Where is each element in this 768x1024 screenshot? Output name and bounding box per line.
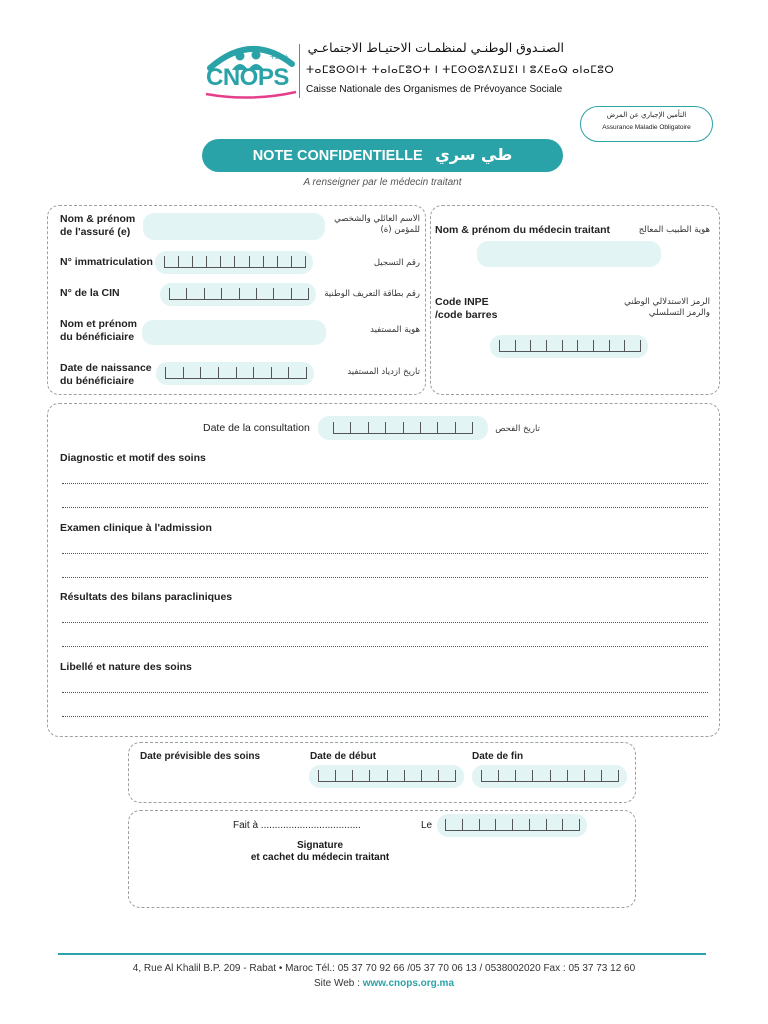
- fait-a-label[interactable]: Fait à ....................................: [233, 820, 361, 831]
- benef-label: Nom et prénom du bénéficiaire: [60, 318, 138, 343]
- consult-date-comb: [333, 422, 473, 434]
- cin-label: N° de la CIN: [60, 287, 120, 299]
- amo-fr-2: Maladie Obligatoire: [634, 124, 691, 131]
- fin-date-label: Date de fin: [472, 751, 524, 762]
- soins-line-1[interactable]: [62, 692, 708, 693]
- le-label: Le: [421, 820, 433, 831]
- le-date-comb: [445, 819, 580, 831]
- subtitle: A renseigner par le médecin traitant: [303, 177, 462, 188]
- fin-date-comb: [481, 770, 619, 782]
- dob-ar: تاريخ ازدياد المستفيد: [347, 367, 420, 377]
- examen-line-1[interactable]: [62, 553, 708, 554]
- cin-ar: رقم بطاقة التعريف الوطنية: [324, 289, 420, 299]
- doctor-name-ar: هوية الطبيب المعالج: [638, 225, 710, 235]
- examen-line-2[interactable]: [62, 577, 708, 578]
- examen-label: Examen clinique à l'admission: [60, 522, 212, 534]
- amo-badge: [580, 106, 713, 142]
- inpe-comb: [499, 340, 641, 352]
- doctor-name-label: Nom & prénom du médecin traitant: [435, 224, 611, 236]
- title-ar: طي سري: [435, 145, 513, 164]
- header-divider: [299, 44, 300, 98]
- signature-label: Signature et cachet du médecin traitant: [250, 840, 390, 863]
- insured-name-ar: الاسم العائلي والشخصي للمؤمن (ة): [334, 214, 420, 235]
- amo-fr-1: Assurance: [602, 124, 633, 131]
- debut-date-label: Date de début: [310, 751, 377, 762]
- cin-comb: [169, 288, 309, 300]
- diagnostic-label: Diagnostic et motif des soins: [60, 452, 206, 464]
- header-arabic-name: الصنـدوق الوطنـي لمنظمـات الاحتيـاط الاجتماعـي: [307, 40, 564, 55]
- insured-name-field[interactable]: [143, 213, 325, 240]
- doctor-name-field[interactable]: [477, 241, 661, 267]
- amo-arabic: التأمين الإجباري عن المرض: [606, 111, 687, 119]
- title-banner: [202, 139, 563, 172]
- header-french-name: Caisse Nationale des Organismes de Prévoyance Sociale: [306, 84, 563, 95]
- benef-ar: هوية المستفيد: [370, 325, 420, 335]
- debut-date-comb: [318, 770, 456, 782]
- diagnostic-line-2[interactable]: [62, 507, 708, 508]
- immat-comb: [164, 256, 306, 268]
- immat-label: N° immatriculation: [60, 256, 153, 268]
- bilans-label: Résultats des bilans paracliniques: [60, 591, 233, 603]
- bilans-line-2[interactable]: [62, 646, 708, 647]
- consult-date-ar: تاريخ الفحص: [495, 424, 540, 434]
- footer-rule: [58, 953, 706, 955]
- footer-site: [0, 978, 768, 989]
- title-fr: NOTE CONFIDENTIELLE: [252, 148, 423, 164]
- bilans-line-1[interactable]: [62, 622, 708, 623]
- benef-field[interactable]: [142, 320, 326, 345]
- soins-label: Libellé et nature des soins: [60, 661, 192, 673]
- dob-comb: [165, 367, 307, 379]
- soins-line-2[interactable]: [62, 716, 708, 717]
- consult-date-label: Date de la consultation: [203, 422, 310, 434]
- logo-text: CNOPS: [206, 64, 289, 91]
- footer-address: 4, Rue Al Khalil B.P. 209 - Rabat • Maroc Tél.: 05 37 70 92 66 /05 37 70 06 13 / 0538002020 Fax : 05 37 73 12 60: [132, 963, 636, 974]
- dob-label: Date de naissance du bénéficiaire: [60, 362, 152, 387]
- footer-site-label: Site Web :: [313, 978, 363, 989]
- inpe-label: Code INPE /code barres: [435, 296, 498, 321]
- logo-small-text: ⵜⵉⵎⵏⵜ: [270, 54, 289, 61]
- immat-ar: رقم التسجيل: [373, 258, 420, 268]
- inpe-ar: الرمز الاستدلالي الوطني والرمز التسلسلي: [624, 297, 710, 318]
- prev-date-label: Date prévisible des soins: [140, 751, 261, 762]
- insured-name-label: Nom & prénom de l'assuré (e): [60, 213, 136, 238]
- footer-site-link[interactable]: www.cnops.org.ma: [362, 978, 455, 989]
- header-tifinagh-name: ⵜⴰⵎⵓⵙⵙⵏⵜ ⵜⴰⵏⴰⵎⵓⵔⵜ ⵏ ⵜⵎⵙⵙⵓⴷⵉⵡⵉⵏ ⵏ ⵓⵃⴹⴰⵕ ⴰⵏⴰⵎⵓⵔ: [306, 64, 615, 76]
- diagnostic-line-1[interactable]: [62, 483, 708, 484]
- cnops-logo: [204, 38, 298, 98]
